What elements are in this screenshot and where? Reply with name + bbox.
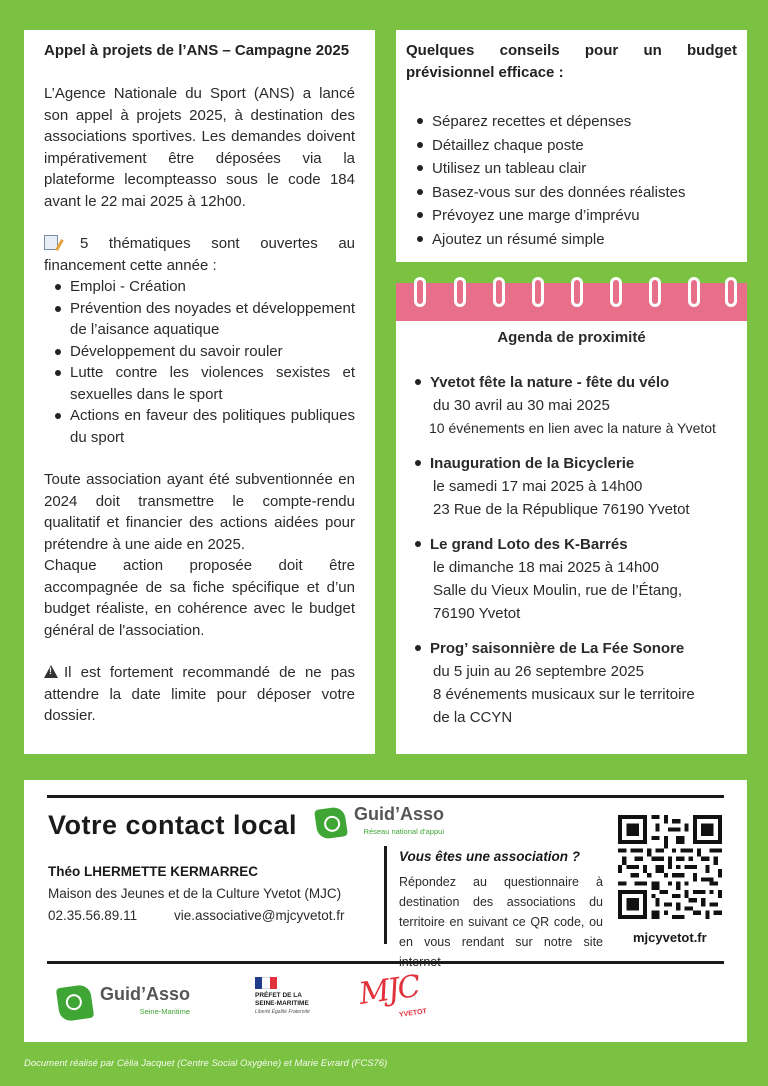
memo-icon <box>44 235 58 250</box>
agenda-event <box>413 452 743 521</box>
event-date: le samedi 17 mai 2025 à 14h00 <box>433 478 643 495</box>
guidasso-logo <box>316 805 444 841</box>
event-detail: Salle du Vieux Moulin, rue de l’Étang, <box>433 582 683 599</box>
website-link[interactable]: mjcyvetot.fr <box>633 930 707 945</box>
event-detail: de la CCYN <box>433 709 513 726</box>
prefet-motto: Liberté Égalité Fraternité <box>255 1009 310 1015</box>
association-question-text: Répondez au questionnaire à destination des associations du territoire en suivant ce QR code, ou en vous rendant sur notre site <box>399 875 603 949</box>
credits: Document réalisé par Célia Jacquet (Centre Social Oxygène) et Marie Evrard (FCS76) <box>24 1058 388 1069</box>
themes-list <box>44 276 355 448</box>
warning-icon <box>44 665 58 678</box>
list-item: Séparez recettes et dépenses <box>406 110 737 134</box>
list-item: Détaillez chaque poste <box>406 134 737 158</box>
ans-warning <box>44 662 355 727</box>
event-date: du 30 avril au 30 mai 2025 <box>433 397 610 414</box>
ans-themes-intro-text: 5 thématiques sont ouvertes au financement cette année : <box>44 235 355 274</box>
tips-list <box>406 110 737 251</box>
spiral-ring-icon <box>414 277 426 307</box>
event-name: Le grand Loto des K-Barrés <box>430 536 628 553</box>
list-item: Prévention des noyades et développement de l’aisance aquatique <box>44 298 355 341</box>
mjc-logo-sub: YVETOT <box>398 1008 428 1019</box>
agenda-card <box>396 283 747 754</box>
prefet-text: PRÉFET DE LA SEINE-MARITIME <box>255 992 309 1007</box>
spiral-ring-icon <box>454 277 466 307</box>
divider <box>47 795 724 798</box>
spiral-ring-icon <box>649 277 661 307</box>
list-item: Basez-vous sur des données réalistes <box>406 181 737 205</box>
spiral-ring-icon <box>688 277 700 307</box>
calendar-binding <box>396 283 747 321</box>
ans-requirement: Toute association ayant été subventionnée en 2024 doit transmettre le compte-rendu qualitatif et financier des actions aidées pour prétendre à une aide en 2025. <box>44 471 355 553</box>
event-name: Yvetot fête la nature - fête du vélo <box>430 374 670 391</box>
ans-each-action: Chaque action proposée doit être accompagnée de sa fiche spécifique et d’un budget réaliste, en cohérence avec le budget général de l'association. <box>44 557 355 639</box>
vertical-divider <box>384 846 387 944</box>
event-detail: 76190 Yvetot <box>433 605 521 622</box>
event-date: du 5 juin au 26 septembre 2025 <box>433 663 644 680</box>
list-item: Utilisez un tableau clair <box>406 157 737 181</box>
spiral-ring-icon <box>571 277 583 307</box>
mjc-logo: MJC <box>356 969 421 1012</box>
ans-themes-intro <box>44 233 355 276</box>
association-question: Vous êtes une association ? <box>399 849 581 864</box>
divider <box>47 961 724 964</box>
tips-card <box>396 30 747 262</box>
list-item: Actions en faveur des politiques publiques du sport <box>44 405 355 448</box>
contact-person: Théo LHERMETTE KERMARREC <box>48 864 258 879</box>
list-item: Emploi - Création <box>44 276 355 298</box>
event-detail: 8 événements musicaux sur le territoire <box>433 686 695 703</box>
footer-logo-name: Guid’Asso <box>100 984 191 1004</box>
ans-card <box>24 30 375 754</box>
qr-code-icon[interactable] <box>618 815 722 919</box>
guidasso-logo-sub: Réseau national d’appui <box>363 827 445 836</box>
spiral-ring-icon <box>725 277 737 307</box>
guidasso-mark-icon <box>56 984 94 1022</box>
ans-intro: L’Agence Nationale du Sport (ANS) a lancé son appel à projets 2025, à destination des associations sportives. Les demandes doivent impérativement être déposées via la plateforme lecompteasso sous le code 184 avant le 22 mai 2025 à 12h00. <box>44 85 355 210</box>
agenda-event <box>413 637 743 729</box>
contact-title: Votre contact local <box>48 810 298 840</box>
ans-warning-text: Il est fortement recommandé de ne pas attendre la date limite pour déposer votre dossier. <box>44 664 355 724</box>
guidasso-seine-maritime-logo <box>58 985 190 1021</box>
event-date: le dimanche 18 mai 2025 à 14h00 <box>433 559 659 576</box>
tips-title: Quelques conseils pour un budget prévisionnel efficace : <box>406 42 737 81</box>
agenda-event <box>413 533 743 625</box>
list-item: Prévoyez une marge d’imprévu <box>406 204 737 228</box>
event-detail: 10 événements en lien avec la nature à Yvetot <box>429 420 716 436</box>
spiral-ring-icon <box>493 277 505 307</box>
prefet-logo <box>255 977 317 1015</box>
footer-logo-sub: Seine-Maritime <box>139 1007 191 1016</box>
spiral-ring-icon <box>532 277 544 307</box>
list-item: Lutte contre les violences sexistes et sexuelles dans le sport <box>44 362 355 405</box>
list-item: Développement du savoir rouler <box>44 341 355 363</box>
agenda-list <box>413 371 743 741</box>
event-name: Inauguration de la Bicyclerie <box>430 455 635 472</box>
spiral-ring-icon <box>610 277 622 307</box>
ans-title: Appel à projets de l’ANS – Campagne 2025 <box>44 42 350 59</box>
french-flag-icon <box>255 977 277 989</box>
agenda-title: Agenda de proximité <box>497 329 646 346</box>
contact-card <box>24 780 747 1042</box>
guidasso-logo-name: Guid’Asso <box>354 804 445 824</box>
guidasso-mark-icon <box>314 806 348 840</box>
agenda-event <box>413 371 743 440</box>
list-item: Ajoutez un résumé simple <box>406 228 737 252</box>
contact-phone[interactable]: 02.35.56.89.11 <box>48 908 138 923</box>
event-detail: 23 Rue de la République 76190 Yvetot <box>433 501 690 518</box>
contact-org: Maison des Jeunes et de la Culture Yvetot (MJC) <box>48 886 342 901</box>
contact-email[interactable]: vie.associative@mjcyvetot.fr <box>174 908 345 923</box>
event-name: Prog’ saisonnière de La Fée Sonore <box>430 640 685 657</box>
